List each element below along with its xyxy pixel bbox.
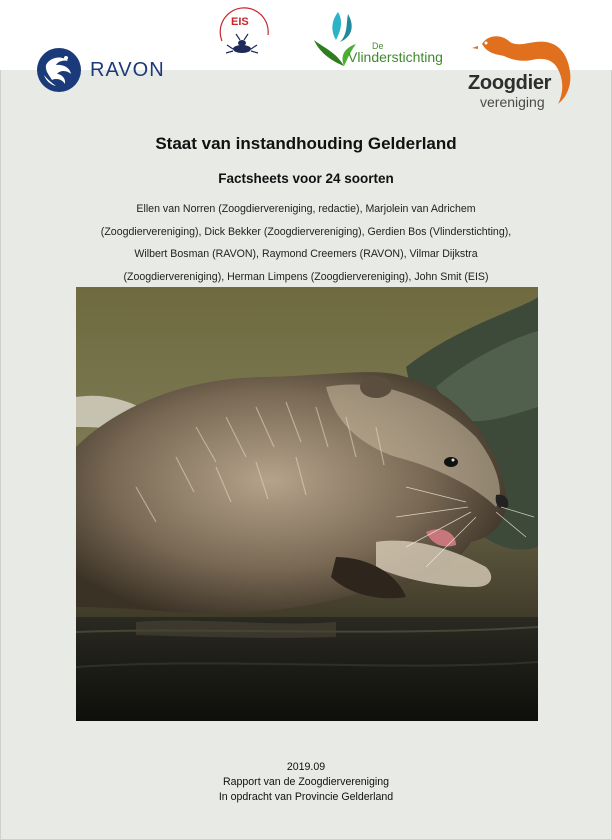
author-line: Wilbert Bosman (RAVON), Raymond Creemers (RAVON), Vilmar Dijkstra [134, 248, 478, 260]
report-footer [0, 760, 612, 805]
page-title: Staat van instandhouding Gelderland [155, 134, 457, 153]
eis-logo [214, 5, 274, 65]
ravon-wordmark: RAVON [90, 58, 165, 81]
vlinder-wordmark: Vlinderstichting [348, 49, 443, 65]
author-list [84, 198, 528, 288]
zoog-subtitle: vereniging [480, 94, 545, 110]
otter-photo [76, 287, 538, 721]
page-subtitle: Factsheets voor 24 soorten [218, 171, 394, 186]
author-line: Ellen van Norren (Zoogdiervereniging, redactie), Marjolein van Adrichem [136, 203, 476, 215]
zoog-wordmark: Zoogdier [468, 72, 552, 94]
ravon-emblem-icon [36, 47, 82, 93]
author-line: (Zoogdiervereniging), Dick Bekker (Zoogdiervereniging), Gerdien Bos (Vlinderstichting), [100, 225, 512, 238]
ravon-logo [36, 47, 165, 93]
report-commission: In opdracht van Provincie Gelderland [218, 791, 394, 803]
report-publisher: Rapport van de Zoogdiervereniging [222, 776, 390, 788]
author-line: (Zoogdiervereniging), Herman Limpens (Zoogdiervereniging), John Smit (EIS) [123, 270, 489, 283]
beetle-emblem-icon [214, 5, 274, 65]
vlinder-de-label: De [372, 41, 384, 51]
report-date: 2019.09 [286, 761, 326, 773]
otter-image-icon [76, 287, 538, 721]
eis-wordmark: EIS [231, 16, 249, 28]
zoogdiervereniging-logo [466, 32, 576, 114]
vlinderstichting-logo [310, 8, 460, 72]
